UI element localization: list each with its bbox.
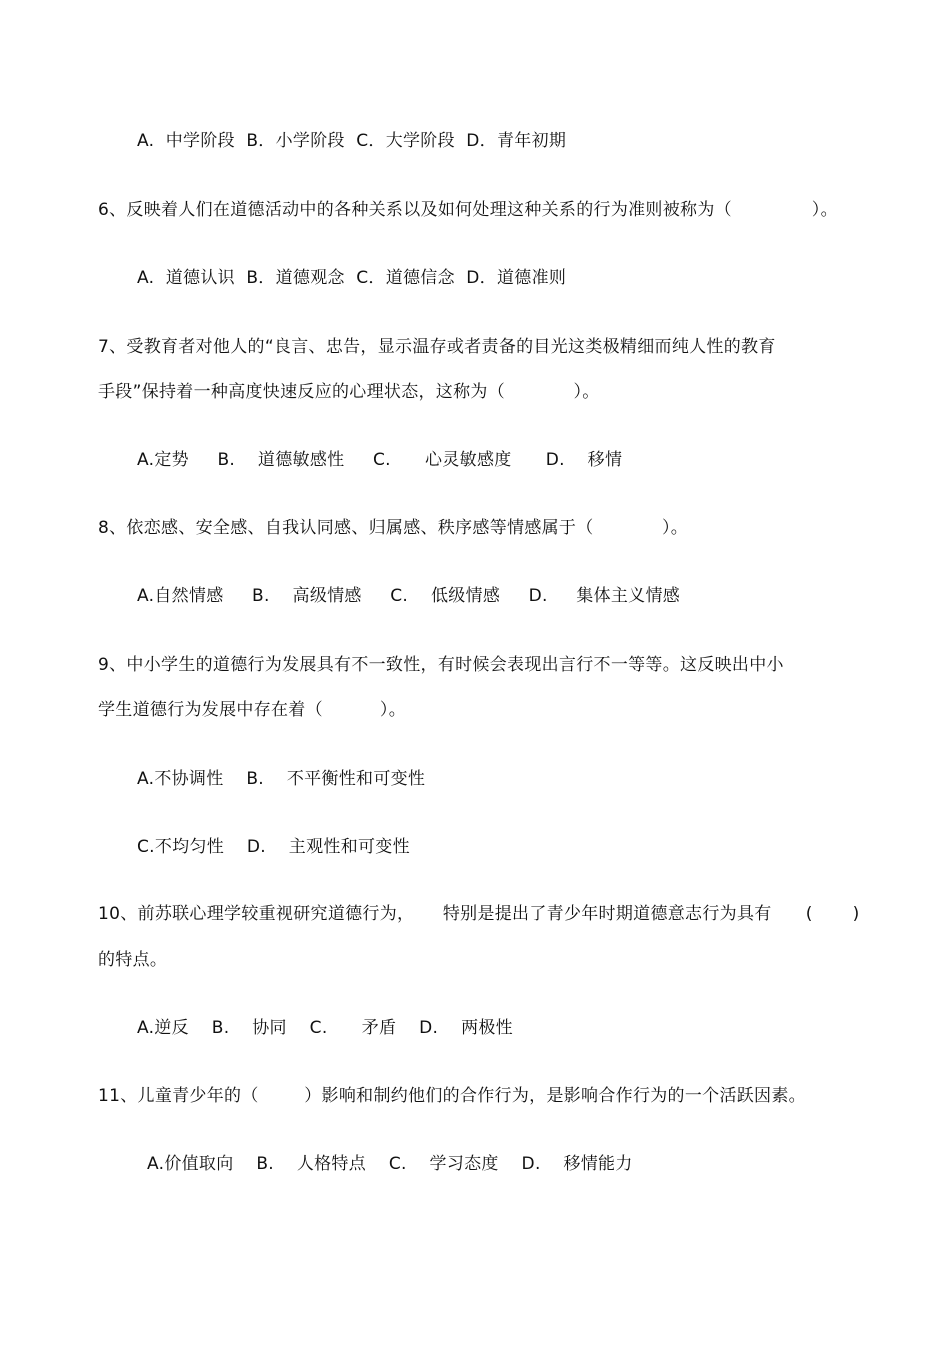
q5-options: A. 中学阶段 B．小学阶段 C．大学阶段 D．青年初期 — [137, 131, 567, 151]
q7-stem-line2: 手段”保持着一种高度快速反应的心理状态，这称为（ ）。 — [98, 382, 600, 402]
q7-options: A.定势 B. 道德敏感性 C. 心灵敏感度 D. 移情 — [137, 450, 623, 470]
q11-options: A.价值取向 B. 人格特点 C. 学习态度 D. 移情能力 — [147, 1154, 633, 1174]
q10-stem-line2: 的特点。 — [98, 950, 168, 970]
q9-stem-line1: 9、中小学生的道德行为发展具有不一致性，有时候会表现出言行不一等等。这反映出中小 — [98, 655, 784, 675]
q11-stem: 11、儿童青少年的（ ）影响和制约他们的合作行为，是影响合作行为的一个活跃因素。 — [98, 1086, 806, 1106]
q7-stem-line1: 7、受教育者对他人的“良言、忠告，显示温存或者责备的目光这类极精细而纯人性的教育 — [98, 337, 776, 357]
q6-options: A. 道德认识 B．道德观念 C．道德信念 D．道德准则 — [137, 268, 567, 288]
q10-stem-line1: 10、前苏联心理学较重视研究道德行为， 特别是提出了青少年时期道德意志行为具有 ( ) — [98, 904, 860, 924]
q6-stem: 6、反映着人们在道德活动中的各种关系以及如何处理这种关系的行为准则被称为（ ）。 — [98, 200, 838, 220]
q8-stem: 8、依恋感、安全感、自我认同感、归属感、秩序感等情感属于（ ）。 — [98, 518, 689, 538]
q9-options-row1: A.不协调性 B. 不平衡性和可变性 — [137, 769, 426, 789]
q9-stem-line2: 学生道德行为发展中存在着（ ）。 — [98, 700, 407, 720]
q9-options-row2: C.不均匀性 D. 主观性和可变性 — [137, 837, 410, 857]
q8-options: A.自然情感 B. 高级情感 C. 低级情感 D. 集体主义情感 — [137, 586, 681, 606]
q10-options: A.逆反 B. 协同 C. 矛盾 D. 两极性 — [137, 1018, 513, 1038]
